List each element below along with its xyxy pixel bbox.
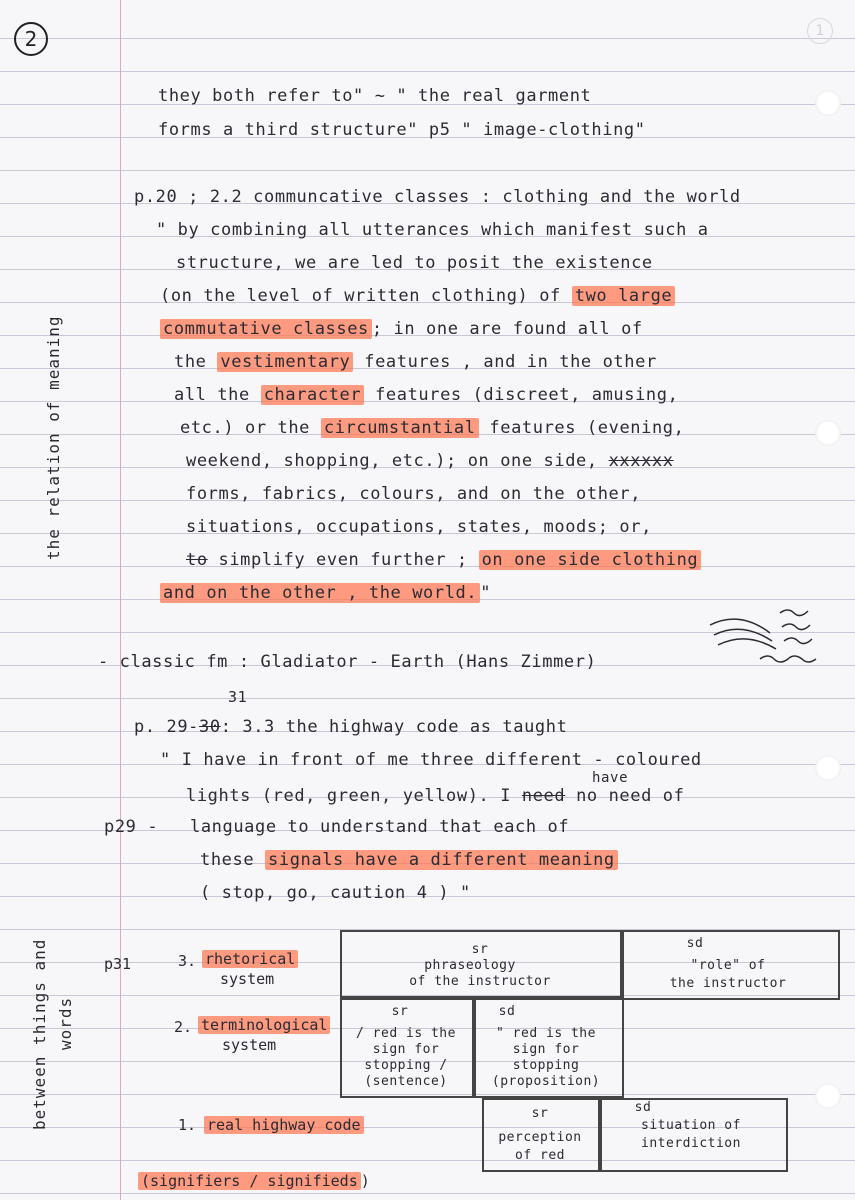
cell-text: situation of xyxy=(641,1118,741,1133)
cell-text: perception xyxy=(498,1130,582,1145)
text-line: (on the level of written clothing) of two large xyxy=(160,286,675,306)
strikethrough: to xyxy=(186,550,208,570)
row-label-2: system xyxy=(222,1036,277,1054)
highlight: (signifiers / signifieds xyxy=(138,1172,361,1190)
text-line: - classic fm : Gladiator - Earth (Hans Zimmer) xyxy=(98,652,597,672)
superscript: 31 xyxy=(228,688,248,706)
text-line: these signals have a different meaning xyxy=(200,850,618,870)
table-ref: p31 xyxy=(104,955,132,973)
highlight: two large xyxy=(572,286,676,306)
side-note-relation: the relation of meaning xyxy=(44,315,63,560)
punch-hole xyxy=(815,755,841,781)
side-note-between-1: between things and xyxy=(30,938,49,1130)
text-line: language to understand that each of xyxy=(190,817,570,837)
highlight: on one side clothing xyxy=(479,550,702,570)
cell-head: sd xyxy=(634,1100,652,1115)
page-number: 2 xyxy=(14,22,48,56)
text-line: ( stop, go, caution 4 ) " xyxy=(200,883,471,903)
text-line: all the character features (discreet, amusing, xyxy=(174,385,679,405)
text-line: " by combining all utterances which manifest such a xyxy=(156,220,709,240)
cell-text: of red xyxy=(515,1148,565,1163)
cell-head: sr xyxy=(471,942,489,957)
strikethrough: 30 xyxy=(199,717,221,737)
cell-text: sign for xyxy=(372,1042,440,1057)
text-line: etc.) or the circumstantial features (evening, xyxy=(180,418,685,438)
text-line: forms a third structure" p5 " image-clothing" xyxy=(158,120,646,140)
text-line: to simplify even further ; on one side clothing xyxy=(186,550,701,570)
row-label-2: system xyxy=(220,970,275,988)
row-label xyxy=(202,950,298,968)
cell-head: sr xyxy=(531,1106,549,1121)
cell-head: sr xyxy=(391,1004,409,1019)
row-label xyxy=(204,1116,364,1134)
cell-text: " red is the xyxy=(496,1026,596,1041)
margin-rule xyxy=(120,0,121,1200)
cell-text: / red is the xyxy=(356,1026,456,1041)
side-note-between-2: words xyxy=(56,996,75,1050)
cell-head: sd xyxy=(498,1004,516,1019)
cell-text: phraseology xyxy=(424,958,516,973)
text-line: forms, fabrics, colours, and on the other, xyxy=(186,484,642,504)
text-line: and on the other , the world. " xyxy=(160,583,491,603)
highlight: commutative classes xyxy=(160,319,372,339)
superscript: have xyxy=(592,770,629,786)
text-line: lights (red, green, yellow). I need no need of xyxy=(186,786,685,806)
ghost-page-number: 1 xyxy=(807,18,833,44)
highlight: signals have a different meaning xyxy=(265,850,618,870)
table-footer: (signifiers / signifieds ) xyxy=(138,1172,370,1190)
row-number: 3. xyxy=(178,952,197,970)
highlight: terminological xyxy=(198,1016,330,1034)
cell-text: the instructor xyxy=(669,976,787,991)
text-line: p.20 ; 2.2 communcative classes : clothing and the world xyxy=(134,187,741,207)
cell-text: (sentence) xyxy=(364,1074,448,1089)
text-line: they both refer to" ~ " the real garment xyxy=(158,86,592,106)
margin-ref: p29 - xyxy=(104,817,159,837)
cell-text: sign for xyxy=(512,1042,580,1057)
text-line: structure, we are led to posit the existence xyxy=(176,253,653,273)
row-label xyxy=(198,1016,330,1034)
wave-doodle-icon xyxy=(700,595,830,675)
strikethrough: xxxxxx xyxy=(608,451,674,471)
highlight: rhetorical xyxy=(202,950,298,968)
highlight: real highway code xyxy=(204,1116,364,1134)
cell-text: interdiction xyxy=(641,1136,741,1151)
cell-text: (proposition) xyxy=(491,1074,601,1089)
punch-hole xyxy=(815,1083,841,1109)
highlight: character xyxy=(261,385,365,405)
cell-head: sd xyxy=(686,936,704,951)
row-number: 2. xyxy=(174,1018,193,1036)
text-line: commutative classes ; in one are found all of xyxy=(160,319,643,339)
cell-text: of the instructor xyxy=(409,974,551,989)
text-line: the vestimentary features , and in the other xyxy=(174,352,657,372)
cell-text: stopping xyxy=(512,1058,580,1073)
highlight: circumstantial xyxy=(321,418,479,438)
text-line: situations, occupations, states, moods; or, xyxy=(186,517,652,537)
cell-text: "role" of xyxy=(690,958,766,973)
highlight: vestimentary xyxy=(217,352,353,372)
punch-hole xyxy=(815,90,841,116)
text-line: weekend, shopping, etc.); on one side, xxxxxx xyxy=(186,451,674,471)
punch-hole xyxy=(815,420,841,446)
text-line: p. 29-30: 3.3 the highway code as taught xyxy=(134,717,568,737)
strikethrough: need xyxy=(521,786,566,806)
text-line: " I have in front of me three different - coloured xyxy=(160,750,702,770)
row-number: 1. xyxy=(178,1116,197,1134)
highlight: and on the other , the world. xyxy=(160,583,480,603)
cell-text: stopping / xyxy=(364,1058,448,1073)
